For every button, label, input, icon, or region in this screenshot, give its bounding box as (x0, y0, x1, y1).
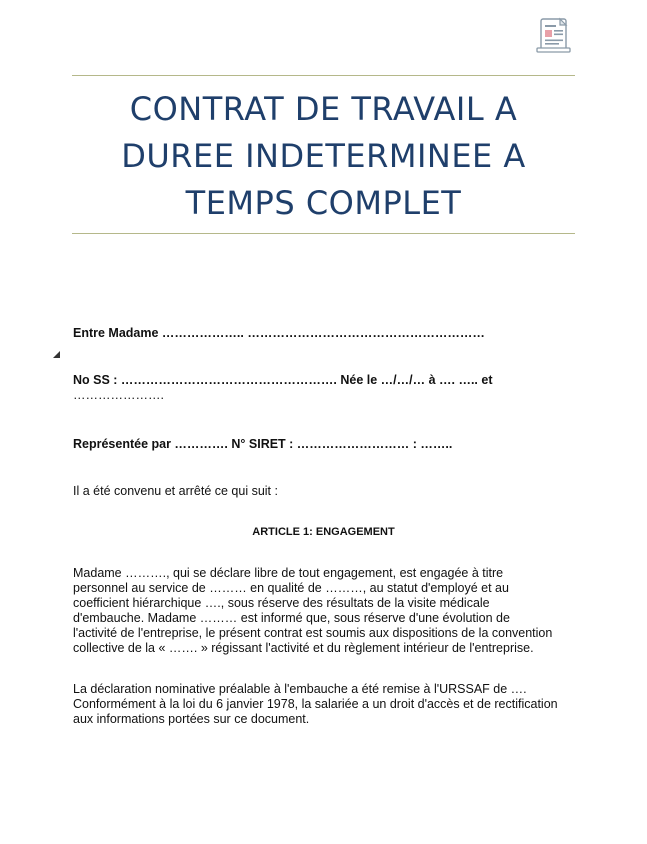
para1-line: personnel au service de ……… en qualité de ………, au statut d'employé et au (73, 581, 509, 595)
para2-line: La déclaration nominative préalable à l'embauche a été remise à l'URSSAF de …. (73, 682, 527, 696)
title-line-1: CONTRAT DE TRAVAIL A (129, 90, 518, 128)
document-title (72, 86, 575, 227)
title-line-2: DUREE INDETERMINEE A (121, 137, 526, 175)
no-ss-line (73, 373, 583, 403)
document-icon (534, 16, 574, 56)
article-1-heading: ARTICLE 1: ENGAGEMENT (252, 526, 395, 538)
para1-line: d'embauche. Madame ……… est informé que, sous réserve d'une évolution de (73, 611, 510, 625)
entre-madame-line: Entre Madame ……………….. ………………………………………………… (73, 326, 485, 340)
paragraph-anchor-icon (53, 351, 60, 358)
article-1-paragraph-2 (73, 682, 583, 727)
convenu-line: Il a été convenu et arrêté ce qui suit : (73, 484, 278, 498)
no-ss-line-2: …………………. (73, 388, 164, 402)
para2-line: Conformément à la loi du 6 janvier 1978, la salariée a un droit d'accès et de rectification (73, 697, 558, 711)
title-top-rule (72, 75, 575, 76)
para2-line: aux informations portées sur ce document. (73, 712, 310, 726)
title-line-3: TEMPS COMPLET (185, 184, 462, 222)
no-ss-line-1: No SS : ……………………………………………. Née le …/…/… à …. ….. et (73, 373, 493, 387)
para1-line: collective de la « ……. » régissant l'activité et du règlement intérieur de l'entreprise. (73, 641, 534, 655)
title-bottom-rule (72, 233, 575, 234)
representee-line: Représentée par …………. N° SIRET : ……………………… : …….. (73, 437, 453, 451)
para1-line: Madame ………., qui se déclare libre de tout engagement, est engagée à titre (73, 566, 504, 580)
para1-line: l'activité de l'entreprise, le présent contrat est soumis aux dispositions de la convention (73, 626, 553, 640)
article-1-paragraph-1 (73, 566, 583, 656)
para1-line: coefficient hiérarchique …., sous réserve des résultats de la visite médicale (73, 596, 490, 610)
